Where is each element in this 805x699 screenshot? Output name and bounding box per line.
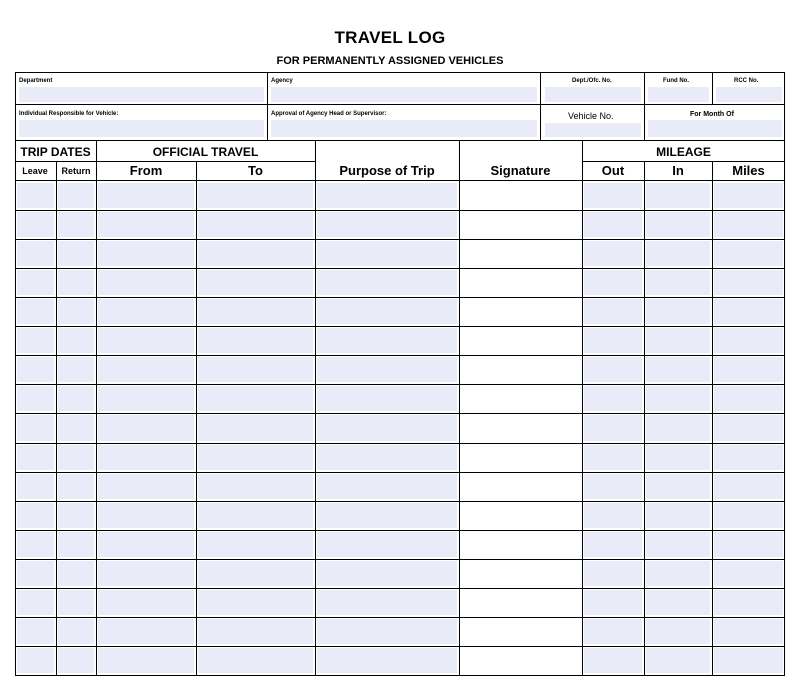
cell-signature[interactable]: [461, 212, 580, 237]
cell-signature[interactable]: [461, 328, 580, 353]
col-header-to: To: [248, 163, 263, 178]
cell-from[interactable]: [98, 590, 194, 615]
cell-miles[interactable]: [714, 241, 783, 266]
page-subtitle: FOR PERMANENTLY ASSIGNED VEHICLES: [276, 55, 504, 67]
cell-leave[interactable]: [17, 503, 54, 528]
cell-miles[interactable]: [714, 619, 783, 644]
agency-field[interactable]: [271, 87, 537, 102]
cell-signature[interactable]: [461, 270, 580, 295]
col-header-in: In: [672, 163, 684, 178]
individual-field[interactable]: [19, 120, 264, 137]
cell-purpose[interactable]: [317, 241, 457, 266]
cell-out[interactable]: [584, 212, 642, 237]
cell-from[interactable]: [98, 357, 194, 382]
cell-out[interactable]: [584, 648, 642, 673]
cell-to[interactable]: [198, 445, 313, 470]
cell-to[interactable]: [198, 270, 313, 295]
cell-leave[interactable]: [17, 212, 54, 237]
cell-to[interactable]: [198, 212, 313, 237]
column-divider: [56, 161, 57, 675]
col-header-out: Out: [601, 163, 625, 178]
cell-from[interactable]: [98, 648, 194, 673]
cell-to[interactable]: [198, 386, 313, 411]
cell-signature[interactable]: [461, 299, 580, 324]
row-divider: [15, 384, 785, 385]
cell-purpose[interactable]: [317, 561, 457, 586]
cell-return[interactable]: [58, 415, 94, 440]
cell-signature[interactable]: [461, 619, 580, 644]
cell-out[interactable]: [584, 474, 642, 499]
cell-return[interactable]: [58, 532, 94, 557]
rcc-label: RCC No.: [734, 78, 759, 84]
cell-return[interactable]: [58, 328, 94, 353]
cell-purpose[interactable]: [317, 619, 457, 644]
cell-leave[interactable]: [17, 386, 54, 411]
column-divider: [712, 161, 713, 675]
cell-from[interactable]: [98, 415, 194, 440]
header-bottom: [15, 180, 785, 181]
cell-return[interactable]: [58, 212, 94, 237]
cell-to[interactable]: [198, 503, 313, 528]
group-mileage: MILEAGE: [656, 145, 711, 159]
cell-purpose[interactable]: [317, 328, 457, 353]
row-divider: [15, 210, 785, 211]
cell-to[interactable]: [198, 299, 313, 324]
page-title: TRAVEL LOG: [334, 28, 446, 47]
cell-return[interactable]: [58, 270, 94, 295]
cell-miles[interactable]: [714, 357, 783, 382]
cell-from[interactable]: [98, 445, 194, 470]
cell-signature[interactable]: [461, 445, 580, 470]
department-label: Department: [19, 78, 53, 84]
cell-to[interactable]: [198, 183, 313, 208]
approval-label: Approval of Agency Head or Supervisor:: [271, 111, 387, 117]
cell-in[interactable]: [646, 357, 710, 382]
column-divider: [315, 140, 316, 675]
row-divider: [15, 646, 785, 647]
cell-out[interactable]: [584, 503, 642, 528]
cell-from[interactable]: [98, 328, 194, 353]
cell-purpose[interactable]: [317, 590, 457, 615]
cell-purpose[interactable]: [317, 648, 457, 673]
info-col-divider: [267, 73, 268, 140]
cell-in[interactable]: [646, 270, 710, 295]
cell-to[interactable]: [198, 561, 313, 586]
cell-miles[interactable]: [714, 299, 783, 324]
cell-purpose[interactable]: [317, 357, 457, 382]
cell-miles[interactable]: [714, 328, 783, 353]
cell-from[interactable]: [98, 532, 194, 557]
column-divider: [582, 140, 583, 675]
col-header-signature: Signature: [490, 163, 551, 178]
cell-in[interactable]: [646, 299, 710, 324]
cell-miles[interactable]: [714, 503, 783, 528]
cell-miles[interactable]: [714, 212, 783, 237]
cell-out[interactable]: [584, 299, 642, 324]
cell-in[interactable]: [646, 561, 710, 586]
cell-to[interactable]: [198, 648, 313, 673]
cell-signature[interactable]: [461, 386, 580, 411]
row-divider: [15, 239, 785, 240]
cell-to[interactable]: [198, 619, 313, 644]
cell-in[interactable]: [646, 648, 710, 673]
cell-signature[interactable]: [461, 503, 580, 528]
cell-out[interactable]: [584, 561, 642, 586]
info-col-divider: [540, 73, 541, 140]
fund-label: Fund No.: [663, 78, 689, 84]
col-header-miles: Miles: [732, 163, 765, 178]
row-divider: [15, 326, 785, 327]
cell-signature[interactable]: [461, 415, 580, 440]
cell-in[interactable]: [646, 212, 710, 237]
cell-in[interactable]: [646, 386, 710, 411]
cell-out[interactable]: [584, 415, 642, 440]
cell-from[interactable]: [98, 503, 194, 528]
cell-in[interactable]: [646, 619, 710, 644]
row-divider: [15, 297, 785, 298]
cell-to[interactable]: [198, 328, 313, 353]
cell-purpose[interactable]: [317, 445, 457, 470]
dept-ofc-field[interactable]: [545, 87, 641, 102]
group-trip-dates: TRIP DATES: [20, 145, 91, 159]
cell-purpose[interactable]: [317, 415, 457, 440]
info-row-divider: [15, 104, 785, 105]
cell-return[interactable]: [58, 445, 94, 470]
cell-signature[interactable]: [461, 561, 580, 586]
col-header-from: From: [129, 163, 163, 178]
dept-ofc-label: Dept./Ofc. No.: [572, 78, 612, 84]
cell-purpose[interactable]: [317, 212, 457, 237]
cell-out[interactable]: [584, 619, 642, 644]
cell-return[interactable]: [58, 619, 94, 644]
cell-miles[interactable]: [714, 561, 783, 586]
cell-leave[interactable]: [17, 561, 54, 586]
cell-out[interactable]: [584, 357, 642, 382]
vehicle-field[interactable]: [545, 123, 641, 137]
agency-label: Agency: [271, 78, 293, 84]
cell-from[interactable]: [98, 386, 194, 411]
cell-from[interactable]: [98, 241, 194, 266]
cell-leave[interactable]: [17, 619, 54, 644]
cell-signature[interactable]: [461, 474, 580, 499]
cell-purpose[interactable]: [317, 270, 457, 295]
cell-return[interactable]: [58, 183, 94, 208]
cell-leave[interactable]: [17, 590, 54, 615]
row-divider: [15, 530, 785, 531]
cell-leave[interactable]: [17, 328, 54, 353]
department-field[interactable]: [19, 87, 264, 102]
cell-leave[interactable]: [17, 270, 54, 295]
cell-return[interactable]: [58, 241, 94, 266]
cell-from[interactable]: [98, 183, 194, 208]
info-col-divider: [712, 73, 713, 105]
cell-leave[interactable]: [17, 299, 54, 324]
column-divider: [644, 161, 645, 675]
row-divider: [15, 617, 785, 618]
cell-miles[interactable]: [714, 532, 783, 557]
month-field[interactable]: [648, 120, 782, 137]
vehicle-label: Vehicle No.: [568, 111, 614, 121]
cell-from[interactable]: [98, 619, 194, 644]
cell-in[interactable]: [646, 503, 710, 528]
cell-leave[interactable]: [17, 241, 54, 266]
cell-out[interactable]: [584, 590, 642, 615]
row-divider: [15, 443, 785, 444]
column-divider: [96, 140, 97, 675]
cell-from[interactable]: [98, 561, 194, 586]
cell-return[interactable]: [58, 299, 94, 324]
cell-in[interactable]: [646, 415, 710, 440]
column-divider: [196, 161, 197, 675]
cell-to[interactable]: [198, 532, 313, 557]
cell-purpose[interactable]: [317, 386, 457, 411]
cell-signature[interactable]: [461, 183, 580, 208]
cell-out[interactable]: [584, 183, 642, 208]
cell-miles[interactable]: [714, 590, 783, 615]
cell-return[interactable]: [58, 357, 94, 382]
col-header-leave: Leave: [22, 166, 48, 176]
col-header-return: Return: [61, 166, 91, 176]
cell-miles[interactable]: [714, 183, 783, 208]
cell-purpose[interactable]: [317, 183, 457, 208]
cell-in[interactable]: [646, 328, 710, 353]
cell-return[interactable]: [58, 386, 94, 411]
row-divider: [15, 413, 785, 414]
row-divider: [15, 268, 785, 269]
cell-out[interactable]: [584, 270, 642, 295]
cell-signature[interactable]: [461, 241, 580, 266]
header-divider: [96, 161, 315, 162]
cell-out[interactable]: [584, 328, 642, 353]
row-divider: [15, 472, 785, 473]
cell-in[interactable]: [646, 445, 710, 470]
fund-field[interactable]: [648, 87, 709, 102]
cell-out[interactable]: [584, 532, 642, 557]
cell-out[interactable]: [584, 386, 642, 411]
cell-from[interactable]: [98, 299, 194, 324]
cell-return[interactable]: [58, 590, 94, 615]
info-row-divider: [15, 140, 785, 141]
cell-in[interactable]: [646, 532, 710, 557]
cell-return[interactable]: [58, 474, 94, 499]
group-official-travel: OFFICIAL TRAVEL: [152, 145, 259, 159]
cell-return[interactable]: [58, 503, 94, 528]
col-header-purpose: Purpose of Trip: [339, 163, 435, 178]
cell-out[interactable]: [584, 241, 642, 266]
row-divider: [15, 501, 785, 502]
cell-in[interactable]: [646, 183, 710, 208]
cell-to[interactable]: [198, 241, 313, 266]
cell-purpose[interactable]: [317, 532, 457, 557]
cell-miles[interactable]: [714, 474, 783, 499]
cell-signature[interactable]: [461, 590, 580, 615]
cell-from[interactable]: [98, 270, 194, 295]
info-col-divider: [644, 73, 645, 140]
cell-from[interactable]: [98, 474, 194, 499]
cell-leave[interactable]: [17, 474, 54, 499]
cell-purpose[interactable]: [317, 299, 457, 324]
row-divider: [15, 559, 785, 560]
cell-leave[interactable]: [17, 183, 54, 208]
cell-miles[interactable]: [714, 445, 783, 470]
row-divider: [15, 588, 785, 589]
header-divider: [582, 161, 785, 162]
cell-miles[interactable]: [714, 648, 783, 673]
approval-field[interactable]: [271, 120, 537, 137]
row-divider: [15, 355, 785, 356]
cell-return[interactable]: [58, 561, 94, 586]
cell-to[interactable]: [198, 474, 313, 499]
cell-to[interactable]: [198, 357, 313, 382]
cell-miles[interactable]: [714, 270, 783, 295]
cell-leave[interactable]: [17, 532, 54, 557]
cell-purpose[interactable]: [317, 503, 457, 528]
month-label: For Month Of: [690, 111, 734, 118]
cell-leave[interactable]: [17, 445, 54, 470]
cell-leave[interactable]: [17, 415, 54, 440]
column-divider: [459, 140, 460, 675]
cell-signature[interactable]: [461, 532, 580, 557]
cell-purpose[interactable]: [317, 474, 457, 499]
cell-in[interactable]: [646, 474, 710, 499]
cell-miles[interactable]: [714, 386, 783, 411]
cell-miles[interactable]: [714, 415, 783, 440]
cell-return[interactable]: [58, 648, 94, 673]
cell-from[interactable]: [98, 212, 194, 237]
cell-signature[interactable]: [461, 357, 580, 382]
cell-to[interactable]: [198, 415, 313, 440]
cell-out[interactable]: [584, 445, 642, 470]
cell-in[interactable]: [646, 241, 710, 266]
rcc-field[interactable]: [716, 87, 782, 102]
cell-in[interactable]: [646, 590, 710, 615]
cell-signature[interactable]: [461, 648, 580, 673]
cell-leave[interactable]: [17, 648, 54, 673]
cell-leave[interactable]: [17, 357, 54, 382]
cell-to[interactable]: [198, 590, 313, 615]
individual-label: Individual Responsible for Vehicle:: [19, 111, 119, 117]
